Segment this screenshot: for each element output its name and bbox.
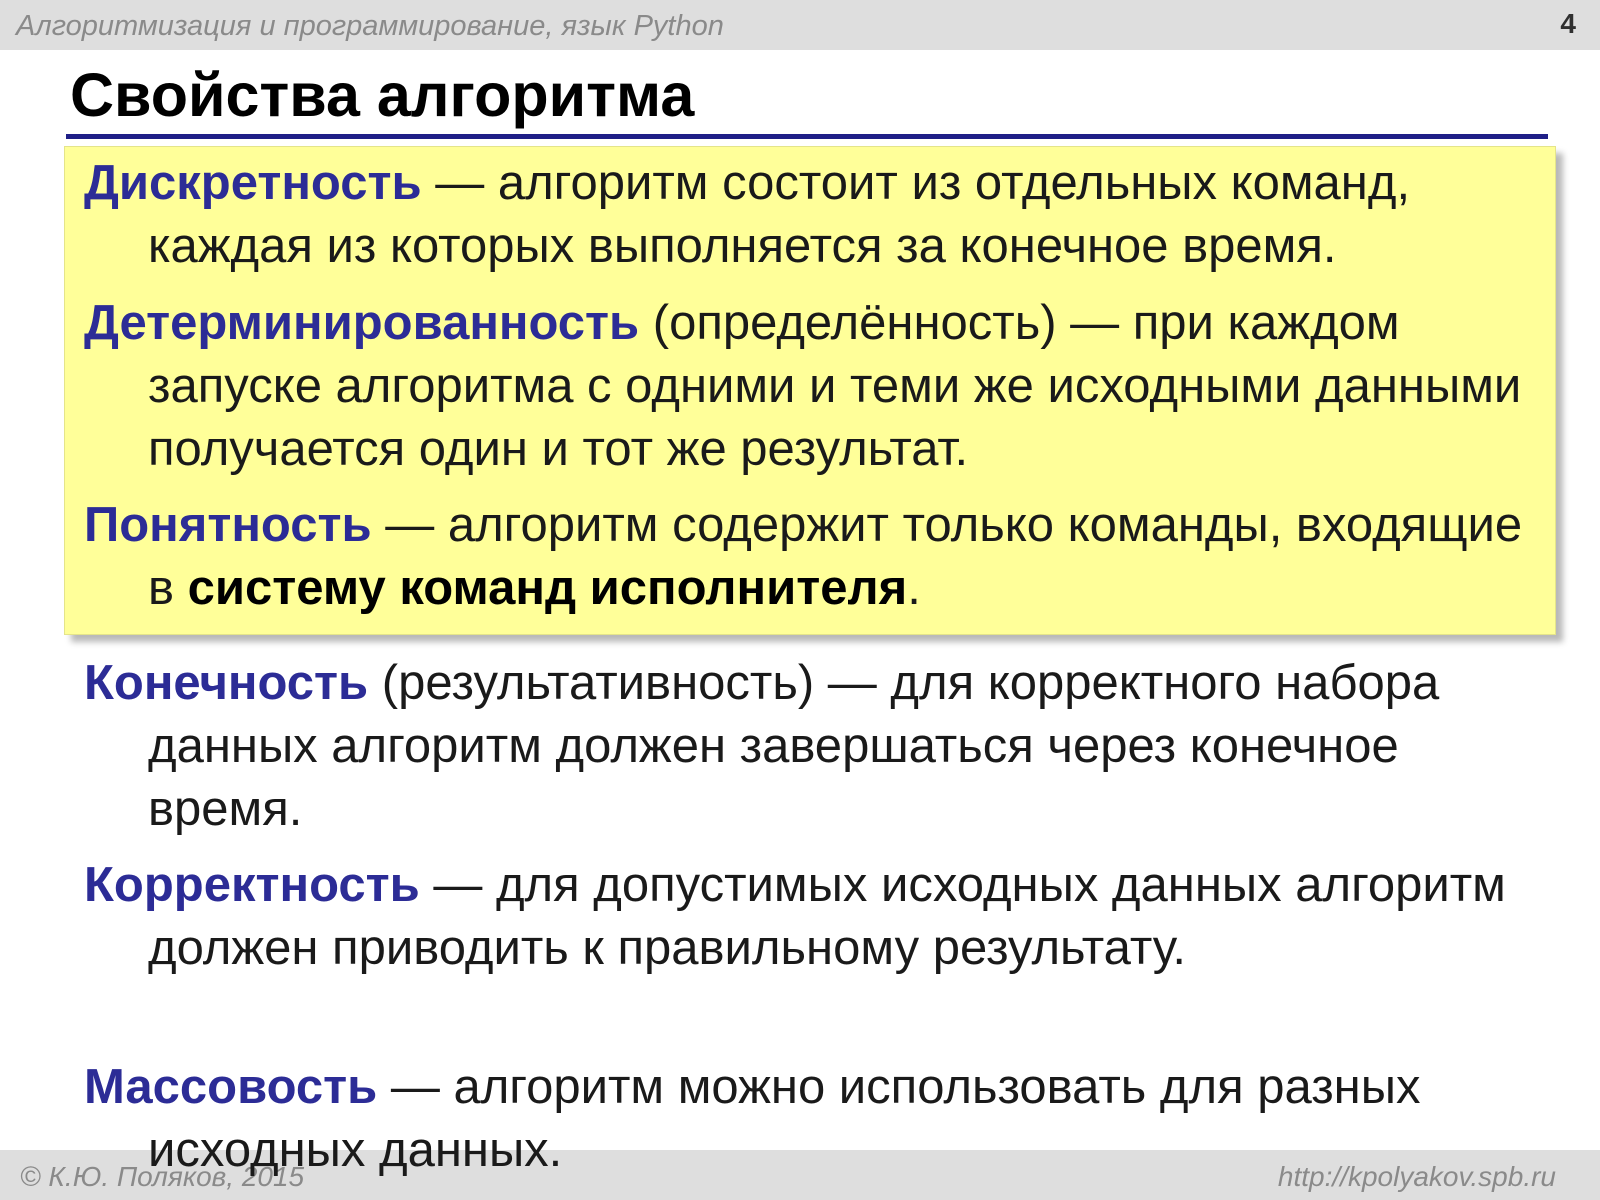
definition-emphasis: систему команд исполнителя [187, 561, 908, 615]
definition-term: Корректность [84, 858, 420, 912]
definition-understandability [84, 494, 1554, 620]
definition-text: — алгоритм содержит только команды, входящие в [148, 498, 1523, 615]
definition-term: Понятность [84, 498, 372, 552]
slide-title: Свойства алгоритма [70, 61, 695, 129]
title-underline [66, 134, 1548, 139]
copyright-text: © К.Ю. Поляков, 2015 [20, 1161, 305, 1192]
definition-correctness [84, 854, 1554, 980]
definition-discreteness [84, 152, 1554, 278]
definition-term: Дискретность [84, 156, 422, 210]
definition-text: (результативность) — для корректного набора данных алгоритм должен завершаться через конечное время. [148, 656, 1440, 836]
page-number: 4 [1560, 8, 1576, 39]
definition-text: — алгоритм состоит из отдельных команд, каждая из которых выполняется за конечное время. [148, 156, 1411, 273]
definition-finiteness [84, 652, 1554, 841]
site-url: http://kpolyakov.spb.ru [1277, 1161, 1556, 1192]
definition-text: — для допустимых исходных данных алгоритм должен приводить к правильному результату. [148, 858, 1506, 975]
definition-term: Массовость [84, 1060, 378, 1114]
definition-term: Детерминированность [84, 296, 640, 350]
definition-term: Конечность [84, 656, 369, 710]
definition-tail: . [907, 561, 921, 615]
definition-text: (определённость) — при каждом запуске алгоритма с одними и теми же исходными данными получается один и тот же результат. [148, 296, 1522, 476]
definition-mass-applicability [84, 1056, 1554, 1182]
header-bar [0, 0, 1600, 50]
definition-text: — алгоритм можно использовать для разных исходных данных. [148, 1060, 1421, 1177]
definition-determinism [84, 292, 1554, 481]
course-title: Алгоритмизация и программирование, язык Python [16, 10, 724, 42]
